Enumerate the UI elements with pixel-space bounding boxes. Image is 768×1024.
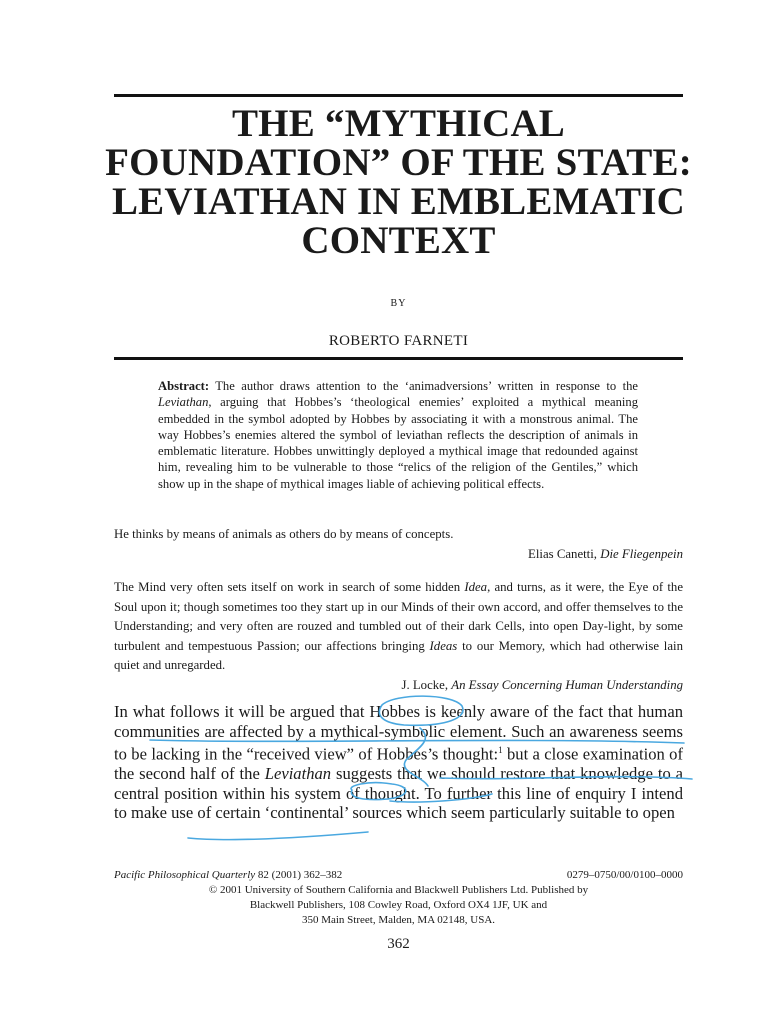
body-text: but a close examination of the second half of the: [114, 744, 683, 784]
abstract-work-title: Leviathan: [158, 395, 209, 410]
copyright-line: © 2001 University of Southern California and Blackwell Publishers Ltd. Published by: [208, 884, 589, 896]
epigraph-text: , and turns, as it were, the Eye of the Soul upon it; though sometimes too they start up in our Minds of their own accord, and offer themselves to the Understanding; and very often are rouzed and tumbled out of their dark Cells, into open Day-light, by some turbulent and tempestuous Passion; our affections bringing: [114, 580, 684, 653]
epigraph-attribution: [114, 545, 683, 565]
body-text: In what follows it will be argued that Hobbes is keenly aware of the fact that human communities are affected by a mythical-symbolic element. Such an awareness seems to be lacking in the “received view” of Hobbes’s thought:: [114, 702, 683, 764]
epigraph-author: Elias Canetti,: [528, 546, 601, 561]
epigraph-work: Die Fliegenpein: [600, 546, 683, 561]
citation-details: 82 (2001) 362–382: [255, 869, 343, 881]
header-rule: [114, 357, 683, 360]
footnote-marker[interactable]: 1: [498, 745, 503, 755]
abstract-text: The author draws attention to the ‘animadversions’ written in response to the: [209, 379, 638, 393]
epigraph-canetti: [114, 525, 683, 564]
body-text: suggests that we should restore that knowledge to a central position within his system of thought. To further this line of enquiry I intend to make use of certain ‘continental’ sources which seem particularly suitable to open: [114, 764, 684, 823]
epigraph-italic: Idea: [464, 580, 488, 594]
byline-label: BY: [390, 298, 407, 309]
issn: 0279–0750/00/0100–0000: [566, 869, 683, 881]
article-title: THE “MYTHICAL FOUNDATION” OF THE STATE: LEVIATHAN IN EMBLEMATIC CONTEXT: [105, 102, 692, 262]
epigraph-work: An Essay Concerning Human Understanding: [451, 677, 683, 692]
abstract: [158, 378, 638, 492]
page-number: 362: [387, 936, 410, 952]
epigraph-quote: He thinks by means of animals as others do by means of concepts.: [114, 527, 454, 541]
abstract-text-cont: , arguing that Hobbes’s ‘theological enemies’ exploited a mythical meaning embedded in the symbol adopted by Hobbes by associating it with a monstrous animal. The way Hobbes’s enemies altered the symbol of leviathan reflects the description of animals in emblematic literature. Hobbes unwittingly deployed a mythical image that redounded against him, revealing him to be vulnerable to those “relics of the religion of the Gentiles,” which show up in the shape of mythical images liable of achieving political effects.: [158, 395, 638, 491]
epigraph-text: The Mind very often sets itself on work in search of some hidden: [114, 580, 465, 594]
journal-citation: [114, 868, 342, 883]
epigraph-attribution: [114, 676, 683, 696]
epigraph-author: J. Locke,: [401, 677, 452, 692]
journal-name: Pacific Philosophical Quarterly: [114, 869, 256, 881]
abstract-label: Abstract:: [158, 379, 210, 393]
epigraph-text: to our Memory, which had otherwise lain quiet and unregarded.: [114, 638, 683, 672]
underline-continental: [188, 832, 368, 840]
top-rule: [114, 94, 683, 97]
epigraph-italic: Ideas: [429, 638, 458, 653]
epigraph-locke: [114, 578, 683, 695]
body-work-title: Leviathan: [264, 764, 332, 784]
body-paragraph: [114, 702, 683, 823]
publisher-address: Blackwell Publishers, 108 Cowley Road, Oxford OX4 1JF, UK and: [249, 899, 548, 911]
footer: [114, 868, 683, 928]
author-name: ROBERTO FARNETI: [328, 333, 469, 349]
publisher-address-us: 350 Main Street, Malden, MA 02148, USA.: [301, 914, 496, 926]
epigraph-quote: [114, 578, 683, 676]
footer-citation-row: [114, 868, 683, 883]
